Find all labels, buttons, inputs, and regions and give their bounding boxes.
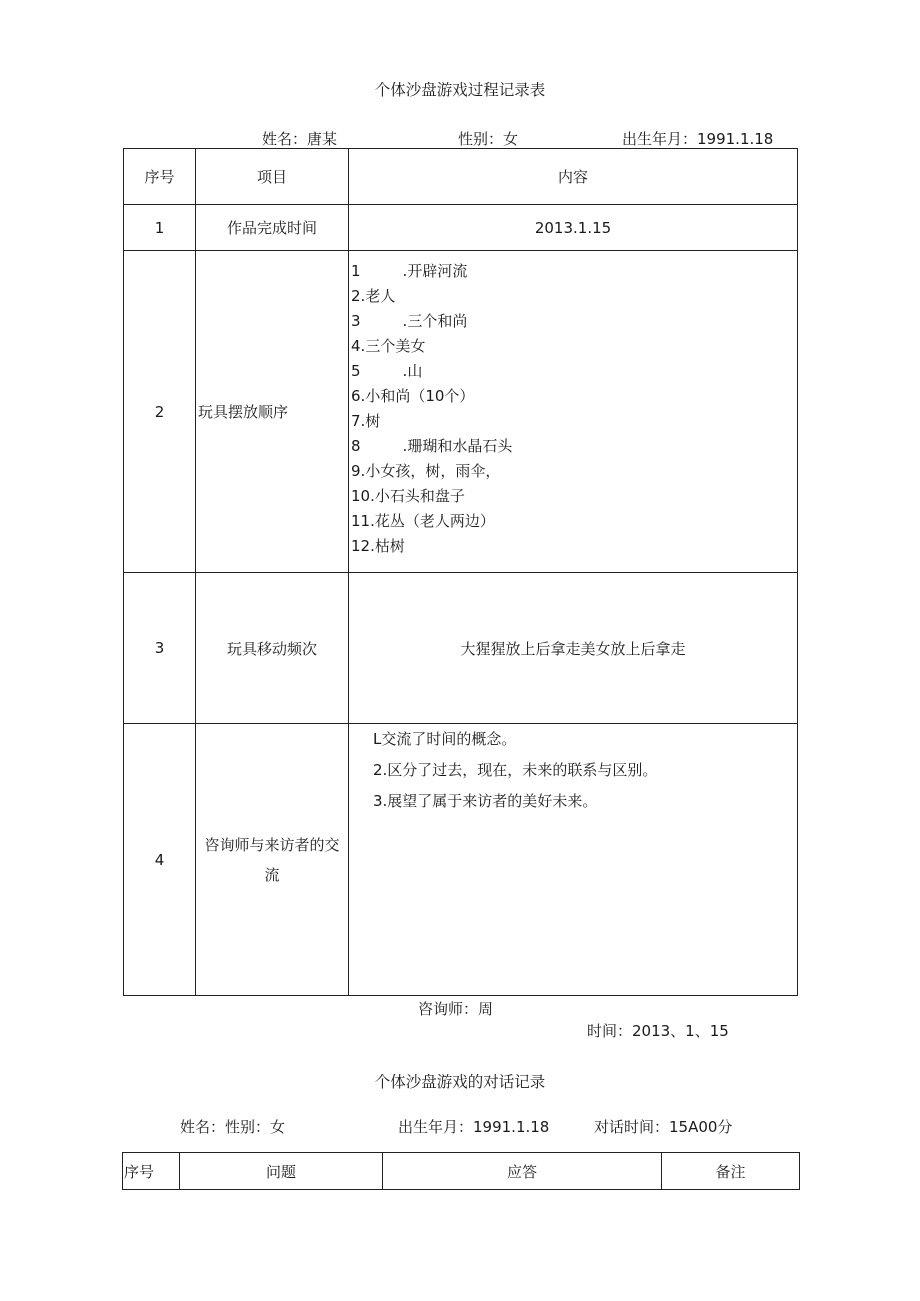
list-item-number: 2. — [351, 287, 366, 305]
list-item-text: 花丛（老人两边） — [374, 512, 495, 530]
header-content: 内容 — [349, 149, 798, 205]
list-item: L交流了时间的概念。 — [373, 730, 517, 748]
list-item: 3.展望了属于来访者的美好未来。 — [373, 792, 598, 810]
row-no: 1 — [124, 205, 196, 251]
list-item-number: 8 — [351, 437, 361, 455]
list-item-number: 10. — [351, 487, 375, 505]
list-item-text: 老人 — [365, 287, 396, 305]
row-content: 大猩猩放上后拿走美女放上后拿走 — [349, 573, 798, 724]
dialogue-table — [122, 1152, 800, 1190]
list-item — [349, 359, 797, 384]
dialogue-header-row — [123, 1153, 800, 1190]
placement-order-list — [349, 251, 798, 573]
list-item — [349, 434, 797, 459]
header-answer: 应答 — [383, 1153, 662, 1190]
list-item-text: .三个和尚 — [402, 312, 468, 330]
row-item: 玩具移动频次 — [196, 573, 349, 724]
record-table — [123, 148, 798, 996]
list-item — [349, 284, 797, 309]
list-item-text: .珊瑚和水晶石头 — [402, 437, 513, 455]
row-no: 4 — [124, 724, 196, 996]
list-item — [349, 484, 797, 509]
row-no: 3 — [124, 573, 196, 724]
row-no: 2 — [124, 251, 196, 573]
list-item-number: 6. — [351, 387, 366, 405]
client-birth: 出生年月：1991.1.18 — [622, 130, 774, 148]
list-item: 2.区分了过去，现在，未来的联系与区别。 — [373, 761, 658, 779]
header-note: 备注 — [662, 1153, 800, 1190]
list-item-number: 12. — [351, 537, 375, 555]
table-row — [124, 573, 798, 724]
client-gender: 性别：女 — [458, 130, 519, 148]
list-item-number: 1 — [351, 262, 361, 280]
list-item-text: 小和尚（10个） — [365, 387, 475, 405]
counselor-label: 咨询师：周 — [418, 1000, 494, 1018]
list-item-number: 9. — [351, 462, 366, 480]
dialogue-time: 对话时间：15A00分 — [594, 1118, 733, 1136]
list-item-text: .开辟河流 — [402, 262, 468, 280]
record-time: 时间：2013、1、15 — [587, 1022, 729, 1040]
list-item-number: 4. — [351, 337, 366, 355]
list-item-number: 5 — [351, 362, 361, 380]
list-item — [349, 534, 797, 559]
row-item: 作品完成时间 — [196, 205, 349, 251]
list-item-text: 三个美女 — [365, 337, 426, 355]
list-item-text: .山 — [402, 362, 423, 380]
client-name: 姓名：唐某 — [262, 130, 338, 148]
list-item — [349, 309, 797, 334]
list-item — [349, 384, 797, 409]
list-item — [349, 509, 797, 534]
dialogue-title: 个体沙盘游戏的对话记录 — [374, 1073, 546, 1091]
list-item-text: 小石头和盘子 — [374, 487, 465, 505]
record-header-row — [124, 149, 798, 205]
list-item-number: 7. — [351, 412, 366, 430]
header-question: 问题 — [180, 1153, 383, 1190]
table-row — [124, 724, 798, 996]
dialogue-name-gender: 姓名：性别：女 — [180, 1118, 286, 1136]
list-item — [349, 334, 797, 359]
dialogue-birth: 出生年月：1991.1.18 — [398, 1118, 550, 1136]
table-row — [124, 251, 798, 573]
row-item: 咨询师与来访者的交流 — [196, 724, 349, 996]
list-item — [349, 409, 797, 434]
list-item-number: 3 — [351, 312, 361, 330]
header-no: 序号 — [124, 149, 196, 205]
list-item-text: 枯树 — [374, 537, 405, 555]
record-title: 个体沙盘游戏过程记录表 — [374, 81, 546, 99]
table-row — [124, 205, 798, 251]
list-item-text: 小女孩，树，雨伞， — [365, 462, 501, 480]
header-no: 序号 — [123, 1153, 180, 1190]
header-item: 项目 — [196, 149, 349, 205]
row-content: 2013.1.15 — [349, 205, 798, 251]
list-item-number: 11. — [351, 512, 375, 530]
list-item — [349, 459, 797, 484]
list-item-text: 树 — [365, 412, 381, 430]
list-item — [349, 259, 797, 284]
row-item: 玩具摆放顺序 — [196, 251, 349, 573]
communication-list — [349, 724, 798, 996]
